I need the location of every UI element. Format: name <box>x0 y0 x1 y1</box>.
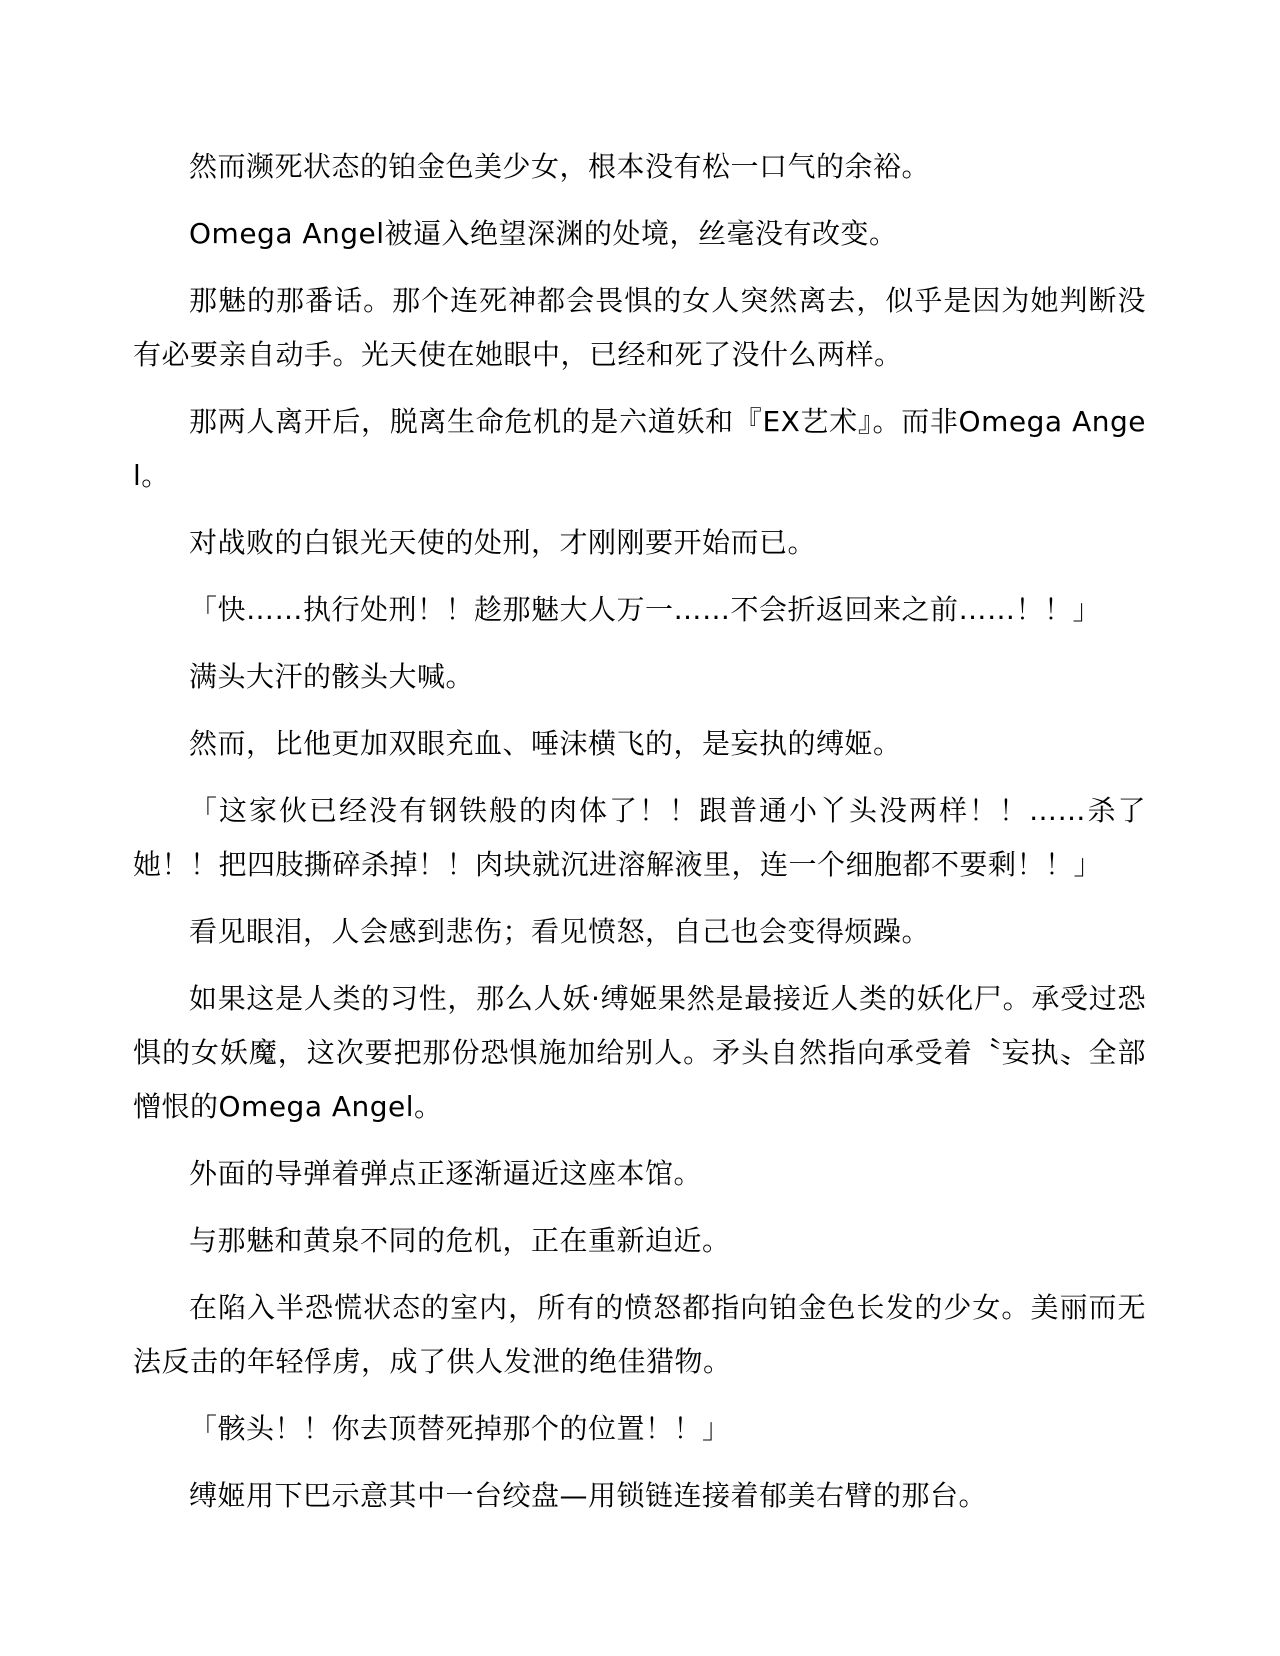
paragraph-6: 「快……执行处刑！！趁那魅大人万一……不会折返回来之前……！！」 <box>189 593 1102 626</box>
paragraph-10: 看见眼泪，人会感到悲伤；看见愤怒，自己也会变得烦躁。 <box>189 915 931 948</box>
paragraph-7: 满头大汗的骸头大喊。 <box>189 660 475 693</box>
paragraph-9: 「这家伙已经没有钢铁般的肉体了！！跟普通小丫头没两样！！……杀了她！！把四肢撕碎杀掉！！肉块就沉进溶解液里，连一个细胞都不要剩！！」 <box>133 794 1146 881</box>
paragraph-14: 在陷入半恐慌状态的室内，所有的愤怒都指向铂金色长发的少女。美丽而无法反击的年轻俘虏，成了供人发泄的绝佳猎物。 <box>133 1291 1146 1378</box>
paragraph-3: 那魅的那番话。那个连死神都会畏惧的女人突然离去，似乎是因为她判断没有必要亲自动手。光天使在她眼中，已经和死了没什么两样。 <box>133 284 1146 371</box>
paragraph-5: 对战败的白银光天使的处刑，才刚刚要开始而已。 <box>189 526 817 559</box>
paragraph-13: 与那魅和黄泉不同的危机，正在重新迫近。 <box>189 1224 731 1257</box>
paragraph-11: 如果这是人类的习性，那么人妖·缚姬果然是最接近人类的妖化尸。承受过恐惧的女妖魔，这次要把那份恐惧施加给别人。矛头自然指向承受着〝妄执〟全部憎恨的Omega Angel。 <box>133 982 1146 1123</box>
paragraph-2: Omega Angel被逼入绝望深渊的处境，丝毫没有改变。 <box>189 217 898 250</box>
paragraph-16: 缚姬用下巴示意其中一台绞盘—用锁链连接着郁美右臂的那台。 <box>189 1479 988 1512</box>
paragraph-15: 「骸头！！你去顶替死掉那个的位置！！」 <box>189 1412 731 1445</box>
paragraph-1: 然而濒死状态的铂金色美少女，根本没有松一口气的余裕。 <box>189 150 931 183</box>
paragraph-4: 那两人离开后，脱离生命危机的是六道妖和『EX艺术』。而非Omega Angel。 <box>133 405 1146 492</box>
paragraph-8: 然而，比他更加双眼充血、唾沫横飞的，是妄执的缚姬。 <box>189 727 902 760</box>
paragraph-12: 外面的导弹着弹点正逐渐逼近这座本馆。 <box>189 1157 703 1190</box>
